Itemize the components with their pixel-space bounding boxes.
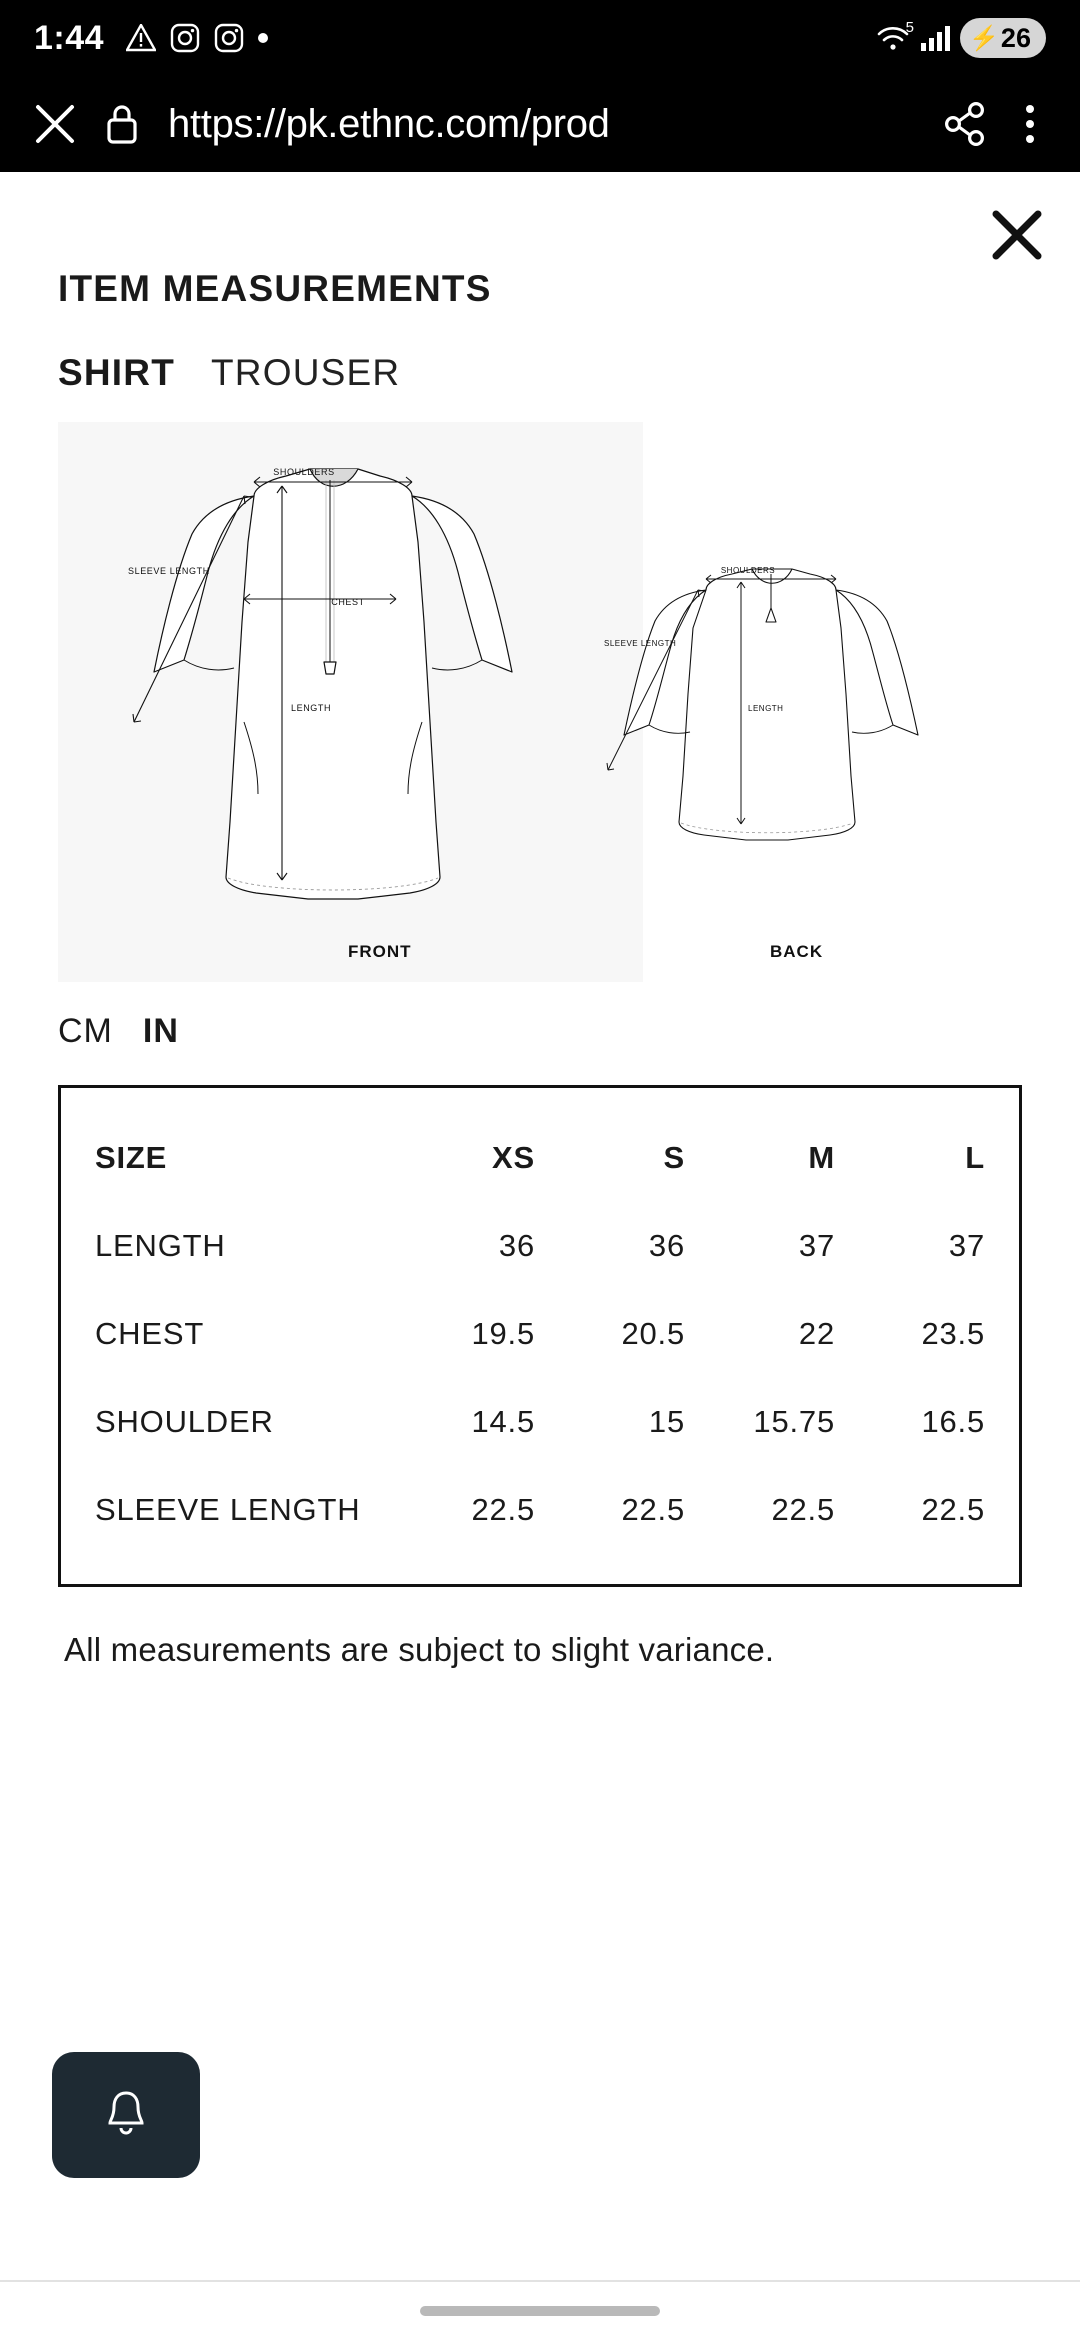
lock-icon [102, 100, 142, 148]
status-system-icons [876, 18, 1046, 58]
wifi-icon [876, 19, 914, 53]
svg-text:SHOULDERS: SHOULDERS [273, 467, 335, 477]
dot-icon [258, 33, 268, 43]
row-value: 14.5 [471, 1404, 535, 1439]
row-label: LENGTH [95, 1228, 226, 1263]
measurement-tabs [58, 352, 1022, 394]
row-value: 37 [948, 1228, 985, 1263]
table-row [95, 1378, 985, 1466]
svg-text:LENGTH: LENGTH [291, 703, 332, 713]
battery-percent: 26 [1000, 22, 1031, 53]
row-value: 15 [648, 1404, 685, 1439]
unit-toggle [58, 1012, 1022, 1051]
row-value: 15.75 [753, 1404, 835, 1439]
row-value: 19.5 [471, 1316, 535, 1351]
row-label: CHEST [95, 1316, 205, 1351]
url-text[interactable]: https://pk.ethnc.com/prod [168, 101, 610, 146]
garment-diagram [58, 422, 1022, 982]
table-header-row [95, 1114, 985, 1202]
svg-text:CHEST: CHEST [331, 597, 365, 607]
row-value: 22.5 [471, 1492, 535, 1527]
notification-bell-button[interactable] [52, 2052, 200, 2178]
more-options-icon[interactable] [1010, 99, 1050, 149]
unit-in[interactable]: IN [142, 1012, 179, 1050]
browser-toolbar [0, 76, 1080, 172]
sheet-body [0, 268, 1080, 1674]
page-title: ITEM MEASUREMENTS [58, 268, 492, 309]
instagram-icon [170, 23, 200, 53]
table-row [95, 1466, 985, 1554]
header-l: L [965, 1140, 985, 1175]
signal-bars-icon [920, 24, 950, 52]
status-notification-icons [126, 23, 268, 53]
header-m: M [808, 1140, 835, 1175]
row-value: 22 [798, 1316, 835, 1351]
row-value: 22.5 [771, 1492, 835, 1527]
row-value: 22.5 [921, 1492, 985, 1527]
warning-triangle-icon [126, 24, 156, 52]
row-label: SLEEVE LENGTH [95, 1492, 361, 1527]
sheet-close-icon[interactable] [988, 206, 1046, 264]
header-xs: XS [492, 1140, 535, 1175]
size-table [58, 1085, 1022, 1587]
battery-status [960, 18, 1046, 58]
row-value: 36 [498, 1228, 535, 1263]
svg-text:SHOULDERS: SHOULDERS [720, 566, 776, 575]
wifi-generation-label: 5 [905, 19, 914, 36]
svg-text:SLEEVE LENGTH: SLEEVE LENGTH [128, 566, 210, 576]
instagram-icon [214, 23, 244, 53]
system-navigation-bar [0, 2280, 1080, 2340]
svg-text:LENGTH: LENGTH [748, 704, 784, 713]
svg-text:SLEEVE LENGTH: SLEEVE LENGTH [604, 639, 677, 648]
front-caption: FRONT [348, 942, 412, 961]
row-value: 22.5 [621, 1492, 685, 1527]
table-row [95, 1290, 985, 1378]
row-value: 20.5 [621, 1316, 685, 1351]
row-value: 36 [648, 1228, 685, 1263]
status-bar [0, 0, 1080, 76]
garment-line-art [58, 422, 1022, 982]
close-icon[interactable] [30, 99, 80, 149]
measurement-footnote: All measurements are subject to slight variance. [64, 1631, 775, 1668]
header-size: SIZE [95, 1140, 168, 1175]
header-s: S [663, 1140, 685, 1175]
status-time: 1:44 [34, 18, 105, 57]
row-label: SHOULDER [95, 1404, 274, 1439]
tab-trouser[interactable]: TROUSER [211, 352, 401, 393]
row-value: 23.5 [921, 1316, 985, 1351]
row-value: 37 [798, 1228, 835, 1263]
charging-bolt-icon: ⚡ [969, 24, 999, 52]
back-caption: BACK [770, 942, 824, 961]
unit-cm[interactable]: CM [58, 1012, 113, 1050]
notification-bell-icon [104, 2089, 148, 2142]
share-icon[interactable] [942, 99, 988, 149]
page-content [0, 172, 1080, 2280]
table-row [95, 1202, 985, 1290]
tab-shirt[interactable]: SHIRT [58, 352, 175, 393]
home-indicator[interactable] [420, 2306, 660, 2316]
row-value: 16.5 [921, 1404, 985, 1439]
